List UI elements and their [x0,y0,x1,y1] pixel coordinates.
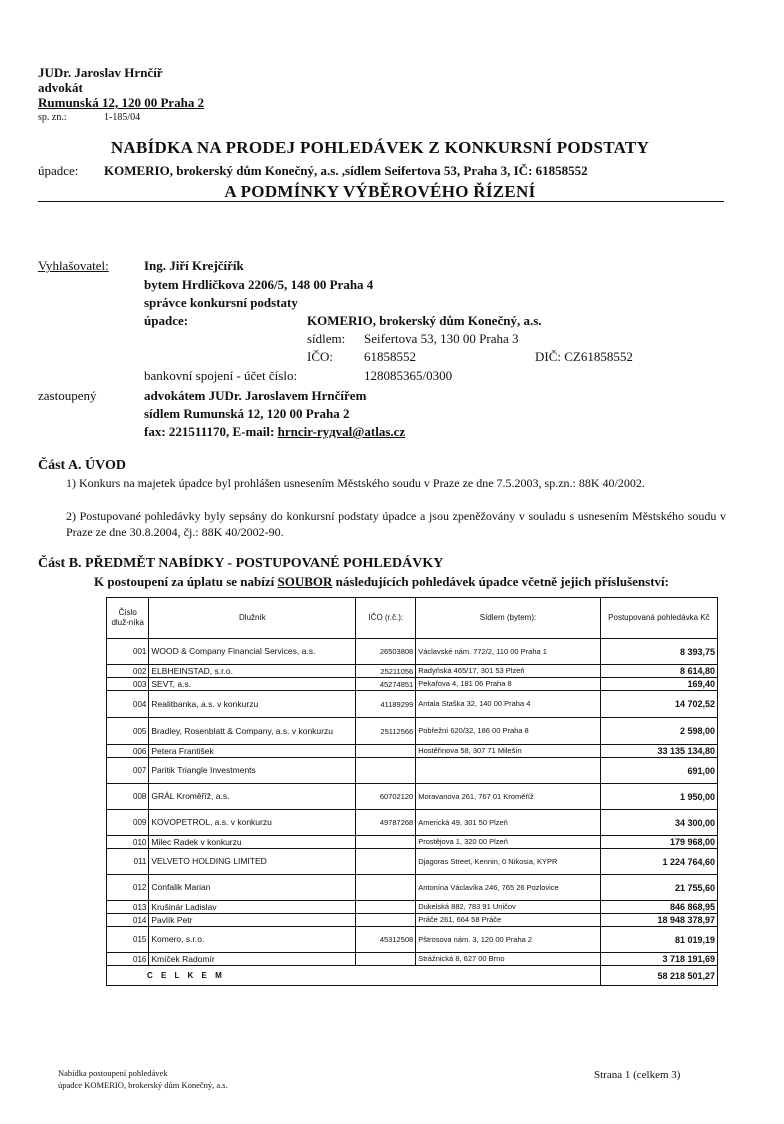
attorney-name: JUDr. Jaroslav Hrnčíř [38,65,163,80]
claim-amount-cell: 1 950,00 [600,784,717,810]
debtor-ico-cell [356,836,416,849]
part-a-heading: Část A. ÚVOD [38,458,126,473]
announcer-residence: bytem Hrdličkova 2206/5, 148 00 Praha 4 [144,277,374,292]
ico-label: IČO: [307,349,333,364]
table-row [107,927,718,953]
debtor-no-cell: 001 [107,639,149,665]
debtor-ico-cell [356,901,416,914]
debtor-name-cell: Kmíček Radomír [149,953,356,966]
debtor-no-cell: 013 [107,901,149,914]
announcer-name: Ing. Jiří Krejčířík [144,258,244,273]
attorney-seat: sídlem Rumunská 12, 120 00 Praha 2 [144,406,350,421]
claims-table [106,597,718,986]
header-seat: Sídlem (bytem): [416,598,601,639]
footer-line-2: úpadce KOMERIO, brokerský dům Konečný, a.s. [58,1080,228,1090]
fax-text: fax: 221511170, E-mail: [144,424,278,439]
debtor-name-cell: SEVT, a.s. [149,678,356,691]
claim-amount-cell: 21 755,60 [600,875,717,901]
document-subtitle: A PODMÍNKY VÝBĚROVÉHO ŘÍZENÍ [224,182,536,201]
claim-amount-cell: 1 224 764,60 [600,849,717,875]
debtor-ico-cell: 41189299 [356,691,416,718]
claim-amount-cell: 33 135 134,80 [600,745,717,758]
debtor-ico-cell: 25211056 [356,665,416,678]
table-total-row [107,966,718,986]
claim-amount-cell: 81 019,19 [600,927,717,953]
document-title: NABÍDKA NA PRODEJ POHLEDÁVEK Z KONKURSNÍ PODSTATY [110,138,650,157]
debtor-ico-cell: 60702120 [356,784,416,810]
part-a-paragraph-1: 1) Konkurs na majetek úpadce byl prohlášen usnesením Městského soudu v Praze ze dne 7.5.2003, sp.zn.: 88K 40/2002. [66,476,645,490]
debtor-no-cell: 011 [107,849,149,875]
table-header-row [107,598,718,639]
seat-value: Seifertova 53, 130 00 Praha 3 [364,331,519,346]
debtor-seat-cell: Pštrosova nám. 3, 120 00 Praha 2 [416,927,601,953]
attorney-profession: advokát [38,80,83,95]
debtor-seat-cell: Radyňská 465/17, 301 53 Plzeň [416,665,601,678]
dic-value: DIČ: CZ61858552 [535,349,633,364]
claim-amount-cell: 179 968,00 [600,836,717,849]
header-debtor: Dlužník [149,598,356,639]
seat-label: sídlem: [307,331,346,346]
announcer-debtor-label: úpadce: [144,313,189,328]
table-row [107,758,718,784]
debtor-no-cell: 005 [107,718,149,745]
page-number: Strana 1 (celkem 3) [594,1069,681,1081]
announcer-debtor-name: KOMERIO, brokerský dům Konečný, a.s. [307,313,542,328]
claim-amount-cell: 691,00 [600,758,717,784]
announcer-label: Vyhlašovatel: [38,258,109,273]
debtor-name-cell: ELBHEINSTAD, s.r.o. [149,665,356,678]
debtor-ico-cell: 49787268 [356,810,416,836]
table-row [107,639,718,665]
debtor-seat-cell: Americká 49, 301 50 Plzeň [416,810,601,836]
debtor-ico-cell [356,745,416,758]
debtor-ico-cell [356,914,416,927]
debtor-seat-cell: Prostějova 1, 320 00 Plzeň [416,836,601,849]
debtor-ico-cell [356,953,416,966]
header-ico: IČO (r.č.): [356,598,416,639]
footer-line-1: Nabídka postoupení pohledávek [58,1068,168,1078]
header-amount: Postupovaná pohledávka Kč [600,598,717,639]
table-row [107,678,718,691]
debtor-no-cell: 007 [107,758,149,784]
represented-label: zastoupený [38,388,97,403]
part-b-heading: Část B. PŘEDMĚT NABÍDKY - POSTUPOVANÉ POHLEDÁVKY [38,556,444,571]
debtor-seat-cell: Hostěřinova 58, 307 71 Milešín [416,745,601,758]
debtor-no-cell: 003 [107,678,149,691]
table-row [107,784,718,810]
table-row [107,914,718,927]
debtor-name-cell: Pavlík Petr [149,914,356,927]
debtor-no-cell: 006 [107,745,149,758]
debtor-value: KOMERIO, brokerský dům Konečný, a.s. ,sídlem Seifertova 53, Praha 3, IČ: 61858552 [104,163,588,178]
table-row [107,875,718,901]
debtor-no-cell: 004 [107,691,149,718]
debtor-seat-cell: Pobřežní 620/32, 186 00 Praha 8 [416,718,601,745]
debtor-name-cell: Krušinár Ladislav [149,901,356,914]
debtor-name-cell: Realitbanka, a.s. v konkurzu [149,691,356,718]
debtor-no-cell: 016 [107,953,149,966]
debtor-no-cell: 014 [107,914,149,927]
total-value: 58 218 501,27 [600,966,717,986]
debtor-name-cell: Petera František [149,745,356,758]
debtor-seat-cell: Djagoras Street, Kennin, 0 Nikosia, KYPR [416,849,601,875]
bank-value: 128085365/0300 [364,368,453,383]
debtor-seat-cell [416,758,601,784]
debtor-no-cell: 012 [107,875,149,901]
part-b-subheading [94,574,669,590]
claim-amount-cell: 8 393,75 [600,639,717,665]
debtor-ico-cell: 25112566 [356,718,416,745]
debtor-ico-cell: 45312508 [356,927,416,953]
debtor-seat-cell: Antala Staška 32, 140 00 Praha 4 [416,691,601,718]
debtor-no-cell: 015 [107,927,149,953]
file-ref-label: sp. zn.: [38,112,67,123]
claim-amount-cell: 18 948 378,97 [600,914,717,927]
debtor-seat-cell: Václavské nám. 772/2, 110 00 Praha 1 [416,639,601,665]
debtor-name-cell: Confalik Marian [149,875,356,901]
part-a-paragraph-2: 2) Postupované pohledávky byly sepsány do konkursní podstaty úpadce a jsou zpeněžovány v souladu s usnesením Městského soudu v Praze ze dne 30.8.2004, čj.: 88K 40/2002-90. [66,509,726,539]
debtor-ico-cell: 45274851 [356,678,416,691]
claim-amount-cell: 34 300,00 [600,810,717,836]
claim-amount-cell: 2 598,00 [600,718,717,745]
subheading-pre: K postoupení za úplatu se nabízí [94,574,278,589]
debtor-seat-cell: Antonína Václavíka 246, 765 26 Pozlovice [416,875,601,901]
debtor-name-cell: Paritik Triangle Investments [149,758,356,784]
claim-amount-cell: 846 868,95 [600,901,717,914]
debtor-ico-cell [356,849,416,875]
debtor-no-cell: 002 [107,665,149,678]
table-row [107,745,718,758]
debtor-name-cell: WOOD & Company Financial Services, a.s. [149,639,356,665]
debtor-seat-cell: Strážnická 8, 627 00 Brno [416,953,601,966]
debtor-ico-cell: 26503808 [356,639,416,665]
debtor-name-cell: KOVOPETROL, a.s. v konkurzu [149,810,356,836]
table-row [107,810,718,836]
debtor-ico-cell [356,875,416,901]
announcer-role: správce konkursní podstaty [144,295,298,310]
debtor-name-cell: GRÁL Kroměříž, a.s. [149,784,356,810]
table-row [107,849,718,875]
title-rule [38,201,724,202]
debtor-name-cell: Komero, s.r.o. [149,927,356,953]
email-link[interactable]: hrncir-ryдval@atlas.cz [277,424,406,439]
table-row [107,665,718,678]
attorney-line: advokátem JUDr. Jaroslavem Hrnčířem [144,388,367,403]
debtor-label: úpadce: [38,163,79,178]
claim-amount-cell: 169,40 [600,678,717,691]
debtor-seat-cell: Moravanova 261, 767 01 Kroměříž [416,784,601,810]
table-row [107,901,718,914]
table-row [107,953,718,966]
debtor-name-cell: Bradley, Rosenblatt & Company, a.s. v konkurzu [149,718,356,745]
contact-line [144,424,405,440]
table-row [107,836,718,849]
claim-amount-cell: 8 614,80 [600,665,717,678]
file-ref-value: 1-185/04 [104,112,141,123]
debtor-seat-cell: Pekařova 4, 181 06 Praha 8 [416,678,601,691]
subheading-post: následujících pohledávek úpadce včetně jejich příslušenství: [332,574,669,589]
header-debtor-no: Číslo dluž-níka [107,598,149,639]
claim-amount-cell: 3 718 191,69 [600,953,717,966]
attorney-address: Rumunská 12, 120 00 Praha 2 [38,95,205,110]
debtor-name-cell: Milec Radek v konkurzu [149,836,356,849]
debtor-name-cell: VELVETO HOLDING LIMITED [149,849,356,875]
ico-value: 61858552 [364,349,416,364]
total-label: C E L K E M [107,966,601,986]
debtor-no-cell: 010 [107,836,149,849]
debtor-seat-cell: Práče 261, 664 58 Práče [416,914,601,927]
claim-amount-cell: 14 702,52 [600,691,717,718]
debtor-no-cell: 009 [107,810,149,836]
debtor-no-cell: 008 [107,784,149,810]
debtor-ico-cell [356,758,416,784]
bank-label: bankovní spojení - účet číslo: [144,368,298,383]
subheading-emphasis: SOUBOR [277,574,333,589]
table-row [107,691,718,718]
debtor-seat-cell: Dukelská 882, 783 91 Uničov [416,901,601,914]
table-row [107,718,718,745]
